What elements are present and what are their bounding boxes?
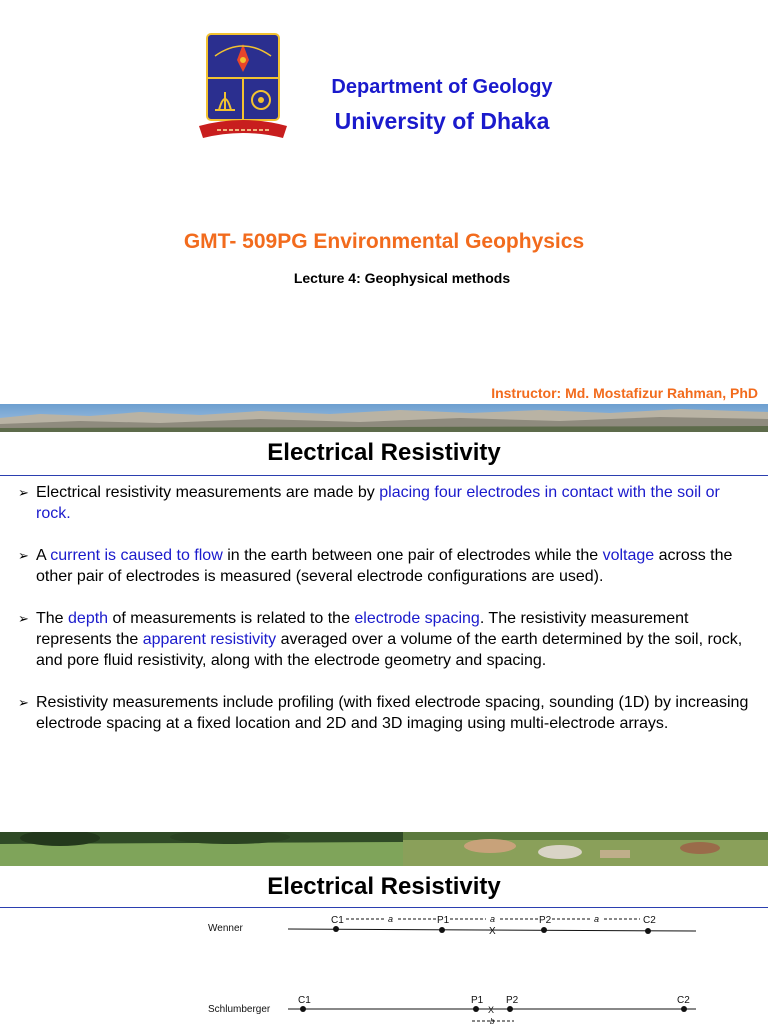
university-name: University of Dhaka	[334, 108, 550, 134]
instructor-name: Instructor: Md. Mostafizur Rahman, PhD	[491, 385, 758, 401]
schlumberger-c1-electrode	[300, 1006, 306, 1012]
schlumberger-p1-electrode	[473, 1006, 479, 1012]
wenner-p1-electrode	[439, 927, 445, 933]
title-slide	[0, 0, 768, 404]
arrow-bullet-icon: ➢	[18, 611, 29, 626]
schlumberger-label: Schlumberger	[208, 1004, 271, 1015]
wenner-c2-label: C2	[643, 915, 656, 926]
wenner-c2-electrode	[645, 928, 651, 934]
wenner-label: Wenner	[208, 923, 243, 934]
schlumberger-spacing-label: b	[490, 1017, 495, 1024]
bullet-list	[18, 482, 758, 755]
schlumberger-p1-label: P1	[471, 995, 484, 1006]
course-title: GMT- 509PG Environmental Geophysics	[183, 230, 585, 253]
bullet-text: across the other pair of electrodes is measured (several electrode configurations are used).	[36, 547, 733, 585]
wenner-p2-label: P2	[539, 915, 552, 926]
schlumberger-midpoint-label: X	[488, 1005, 495, 1015]
schlumberger-c2-electrode	[681, 1006, 687, 1012]
university-seal-icon	[197, 30, 289, 144]
bullet-text: in the earth between one pair of electrodes while the	[222, 547, 603, 564]
bullet-highlight: electrode spacing	[354, 610, 480, 627]
bullet-text: of measurements is related to the	[108, 610, 355, 627]
bullet-text: Resistivity measurements include profiling (with fixed electrode spacing, sounding (1D) by increasing electrode spacing at a fixed location and 2D and 3D imaging using multi-electrode arrays.	[36, 694, 749, 732]
wenner-c1-label: C1	[331, 915, 344, 926]
schlumberger-p2-label: P2	[506, 995, 519, 1006]
bullet-text: Electrical resistivity measurements are made by	[36, 484, 380, 501]
arrow-bullet-icon: ➢	[18, 695, 29, 710]
bullet-text: A	[36, 547, 51, 564]
bullet-text: . The resistivity measurement represents the	[36, 610, 689, 648]
field-survey-image	[0, 832, 768, 866]
electrode-array-diagram	[0, 866, 768, 1024]
cliff-photo-image	[0, 404, 768, 432]
schlumberger-p2-electrode	[507, 1006, 513, 1012]
slide-title: Electrical Resistivity	[267, 439, 501, 466]
department-name: Department of Geology	[331, 76, 553, 98]
wenner-spacing-label: a	[594, 914, 600, 924]
title-divider	[0, 475, 768, 476]
list-item	[18, 692, 758, 734]
bullet-highlight: apparent resistivity	[142, 631, 277, 648]
wenner-c1-electrode	[333, 926, 339, 932]
list-item	[18, 545, 758, 587]
bullet-highlight: current is caused to flow	[50, 547, 223, 564]
bullet-text: averaged over a volume of the earth determined by the soil, rock, and pore fluid resistivity, along with the electrode geometry and spacing.	[36, 631, 743, 669]
arrow-bullet-icon: ➢	[18, 485, 29, 500]
wenner-p1-label: P1	[437, 915, 450, 926]
wenner-midpoint-label: X	[489, 926, 496, 937]
slide-title: Electrical Resistivity	[267, 873, 501, 900]
bullet-highlight: depth	[68, 610, 109, 627]
electrode-array-slide	[0, 866, 768, 1024]
bullet-highlight: placing four electrodes in contact with the soil or rock.	[36, 484, 720, 522]
schlumberger-c2-label: C2	[677, 995, 690, 1006]
cliff-photo-strip	[0, 404, 768, 432]
list-item	[18, 608, 758, 671]
bullet-highlight: voltage	[602, 547, 655, 564]
wenner-p2-electrode	[541, 927, 547, 933]
resistivity-text-slide	[0, 432, 768, 832]
wenner-spacing-label: a	[490, 914, 496, 924]
arrow-bullet-icon: ➢	[18, 548, 29, 563]
schlumberger-c1-label: C1	[298, 995, 311, 1006]
wenner-spacing-label: a	[388, 914, 394, 924]
list-item	[18, 482, 758, 524]
bullet-text: The	[36, 610, 69, 627]
lecture-title: Lecture 4: Geophysical methods	[293, 270, 511, 286]
field-survey-photo-strip	[0, 832, 768, 866]
